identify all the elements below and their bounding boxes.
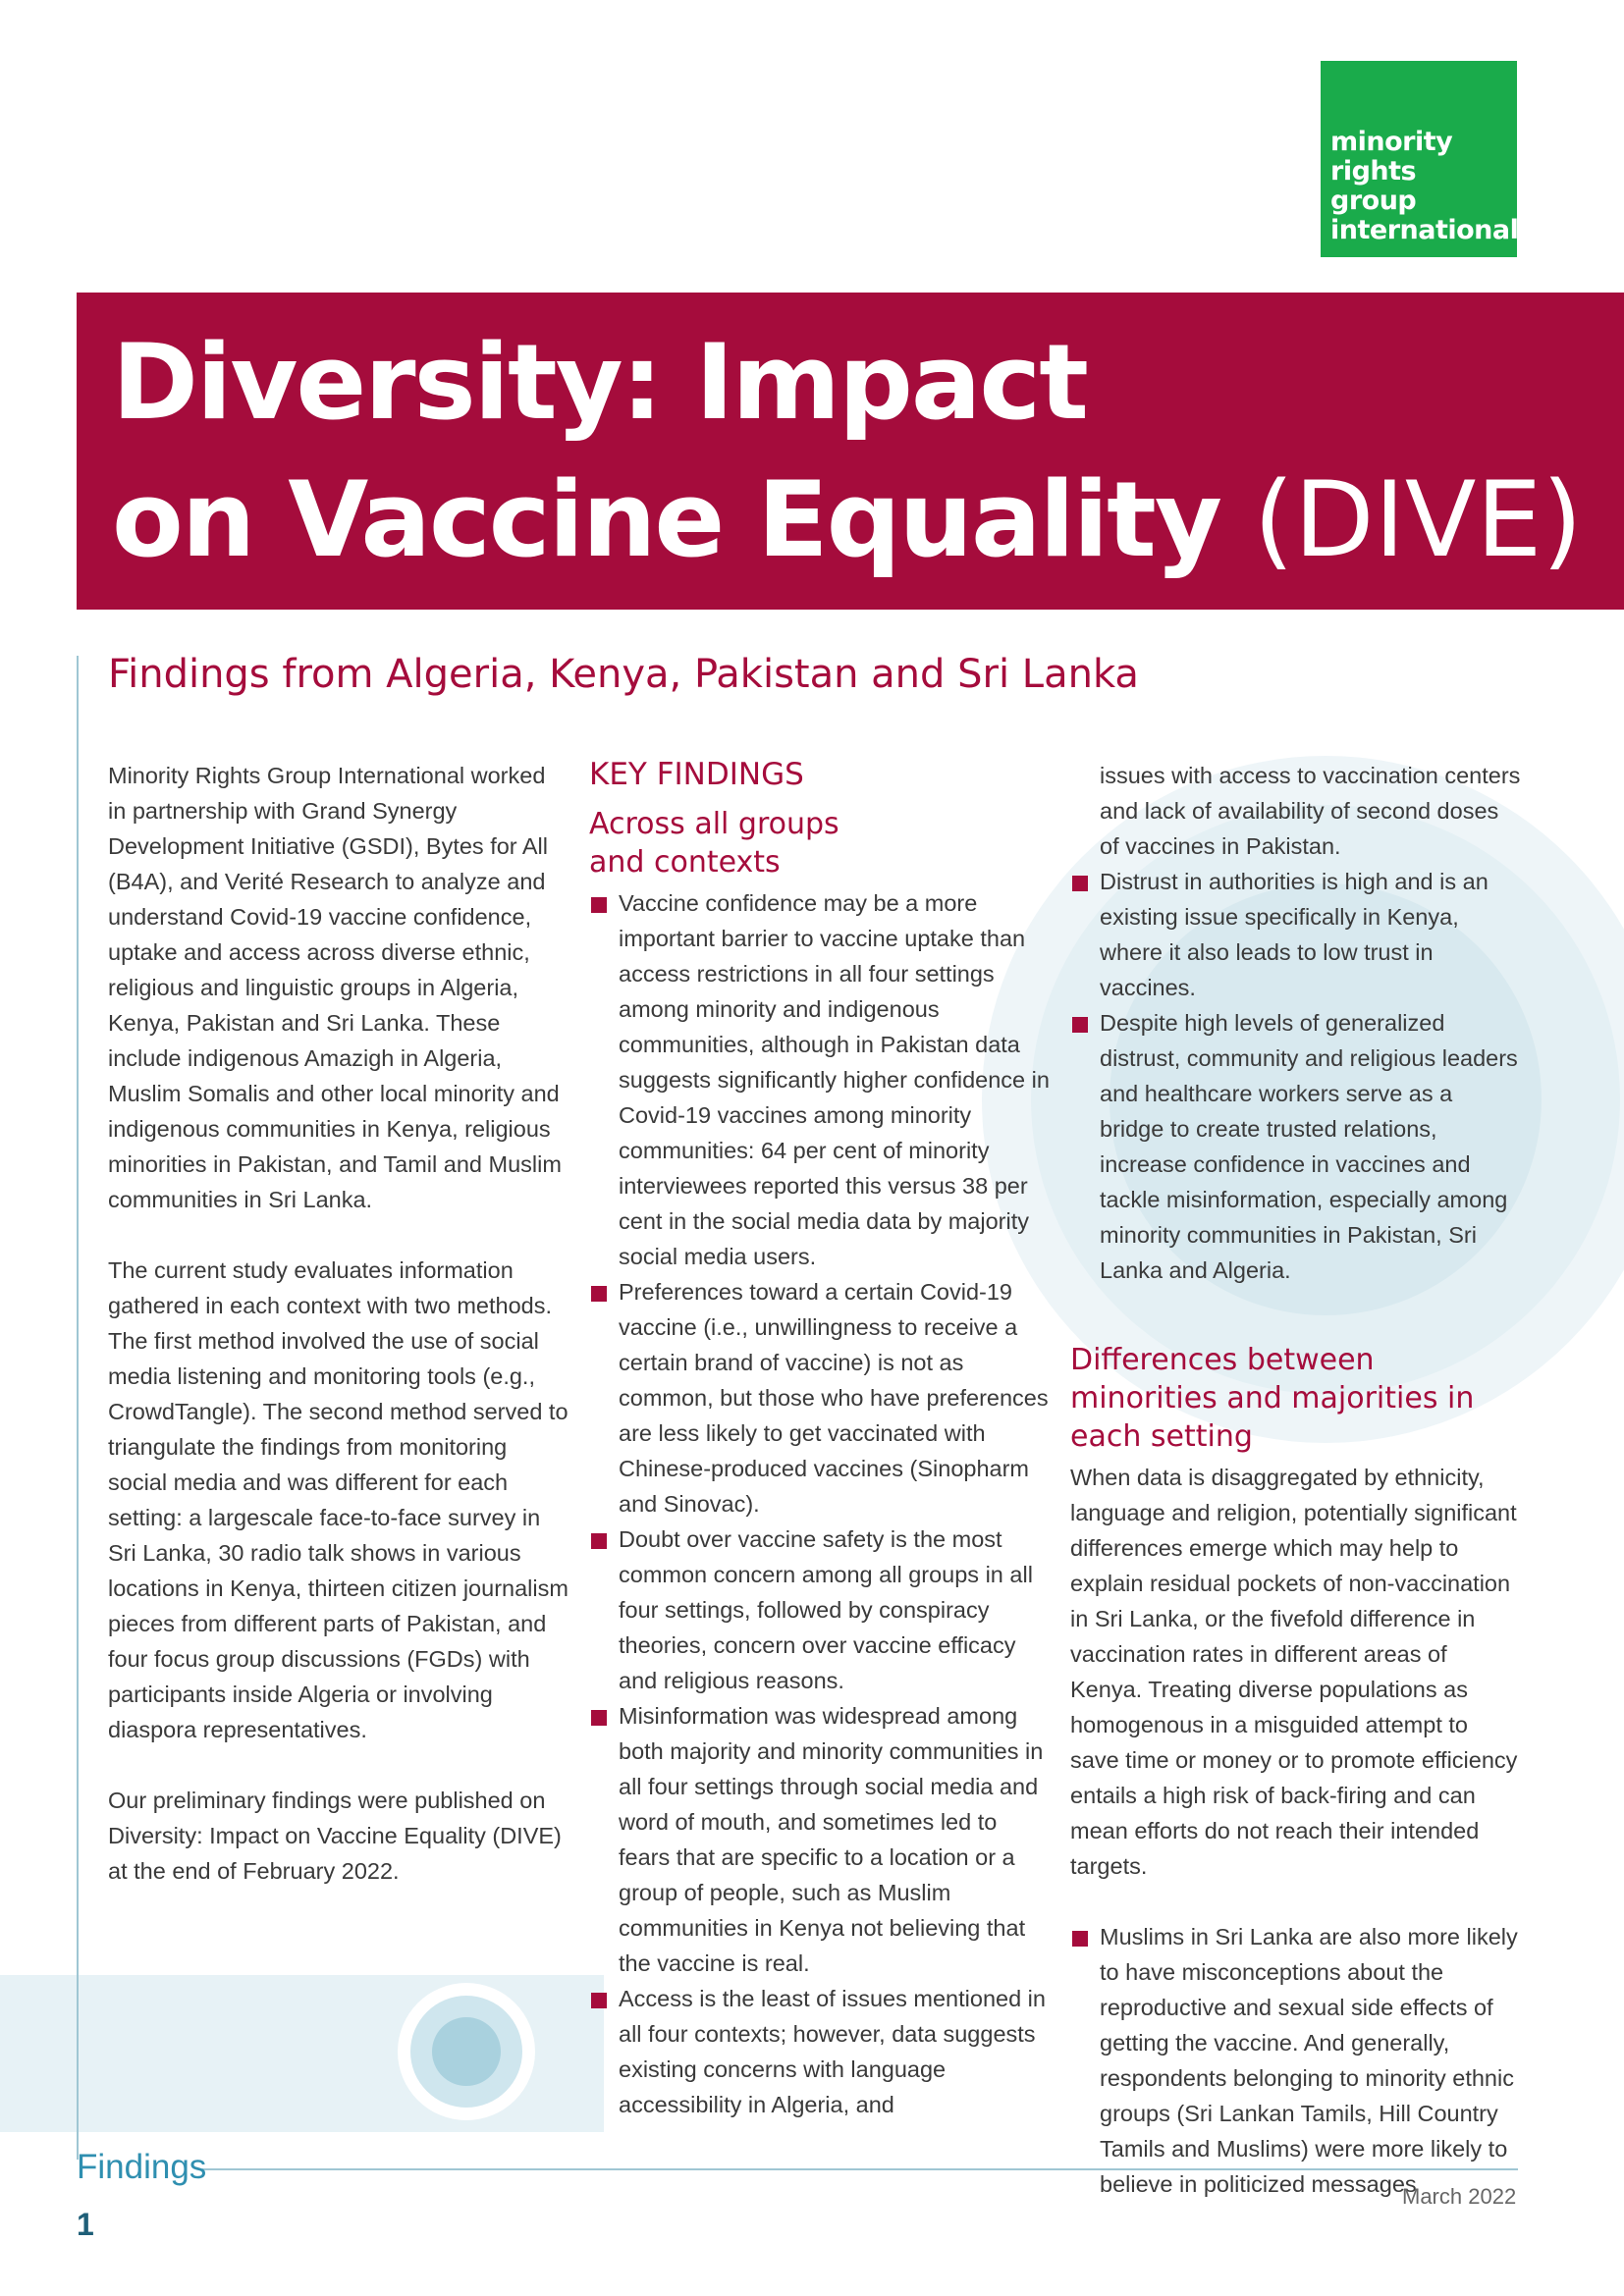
section-heading-all-groups: Across all groups and contexts (589, 807, 839, 880)
logo-line: group (1330, 186, 1417, 216)
intro-column (108, 758, 569, 1889)
findings-list (1070, 1919, 1522, 2202)
intro-paragraph: Minority Rights Group International worked in partnership with Grand Synergy Development Initiative (GSDI), Bytes for All (B4A), and Verité Research to analyze and understand Covid-19 vaccine confidence, uptake and access across diverse ethnic, religious and linguistic groups in Algeria, Kenya, Pakistan and Sri Lanka. These include indigenous Amazigh in Algeria, Muslim Somalis and other local minority and indigenous communities in Kenya, religious minorities in Pakistan, and Tamil and Muslim communities in Sri Lanka. (108, 763, 562, 1212)
footer-rule (202, 2168, 1518, 2170)
title-banner (77, 293, 1624, 610)
mrg-logo (1321, 61, 1517, 257)
page-subtitle: Findings from Algeria, Kenya, Pakistan and Sri Lanka (108, 652, 1139, 697)
spacer (1070, 1884, 1522, 1919)
list-item: Vaccine confidence may be a more important barrier to vaccine uptake than access restrictions in all four settings among minority and indigenous communities, although in Pakistan data suggests significantly higher confidence in Covid-19 vaccines among minority communities: 64 per cent of minority interviewees reported this versus 38 per cent in the social media data by majority social media users. (589, 885, 1051, 1274)
title-acronym: (DIVE) (1219, 459, 1583, 580)
key-findings-heading: KEY FINDINGS (589, 757, 804, 792)
title-line-1: Diversity: Impact (112, 322, 1087, 443)
footer-section-label: Findings (77, 2148, 207, 2186)
list-item: Muslims in Sri Lanka are also more likely to have misconceptions about the reproductive and sexual side effects of getting the vaccine. And generally, respondents belonging to minority ethnic groups (Sri Lankan Tamils, Hill Country Tamils and Muslims) were more likely to believe in politicized messages (1070, 1919, 1522, 2202)
findings-continued-column (1070, 758, 1522, 2202)
title-line-2 (112, 452, 1624, 589)
left-rule (77, 656, 79, 2160)
differences-paragraph: When data is disaggregated by ethnicity, language and religion, potentially significant differences emerge which may help to explain residual pockets of non-vaccination in Sri Lanka, or the fivefold difference in vaccination rates in different areas of Kenya. Treating diverse populations as homogenous in a misguided attempt to save time or money or to promote efficiency entails a high risk of back-firing and can mean efforts do not reach their intended targets. (1070, 1465, 1518, 1879)
logo-line: rights (1330, 156, 1417, 187)
list-item: Misinformation was widespread among both majority and minority communities in all four settings through social media and word of mouth, and sometimes led to fears that are specific to a location or a group of people, such as Muslim communities in Kenya not believing that the vaccine is real. (589, 1698, 1051, 1981)
intro-paragraph: Our preliminary findings were published on Diversity: Impact on Vaccine Equality (DIVE) at the end of February 2022. (108, 1788, 562, 1884)
key-findings-column (589, 754, 1051, 2122)
list-item: Despite high levels of generalized distrust, community and religious leaders and healthcare workers serve as a bridge to create trusted relations, increase confidence in vaccines and tackle misinformation, especially among minority communities in Pakistan, Sri Lanka and Algeria. (1070, 1005, 1522, 1288)
intro-paragraph: The current study evaluates information gathered in each context with two methods. The first method involved the use of social media listening and monitoring tools (e.g., CrowdTangle). The second method served to triangulate the findings from monitoring social media and was different for each setting: a largescale face-to-face survey in Sri Lanka, 30 radio talk shows in various locations in Kenya, thirteen citizen journalism pieces from different parts of Pakistan, and four focus group discussions (FGDs) with participants inside Algeria or involving diaspora representatives. (108, 1257, 568, 1742)
findings-list (589, 885, 1051, 2122)
list-item: Distrust in authorities is high and is an existing issue specifically in Kenya, where it also leads to low trust in vaccines. (1070, 864, 1522, 1005)
logo-line: minority (1330, 127, 1453, 157)
footer-date: March 2022 (1402, 2184, 1517, 2209)
continued-text: issues with access to vaccination centers and lack of availability of second doses of vaccines in Pakistan. (1100, 763, 1521, 859)
list-item: Access is the least of issues mentioned in all four contexts; however, data suggests existing concerns with language accessibility in Algeria, and (589, 1981, 1051, 2122)
title-line-2-text: on Vaccine Equality (112, 459, 1220, 580)
list-item: Preferences toward a certain Covid-19 vaccine (i.e., unwillingness to receive a certain brand of vaccine) is not as common, but those who have preferences are less likely to get vaccinated with Chinese-produced vaccines (Sinopharm and Sinovac). (589, 1274, 1051, 1522)
page-number: 1 (77, 2207, 94, 2242)
list-item: Doubt over vaccine safety is the most common concern among all groups in all four settings, followed by conspiracy theories, concern over vaccine efficacy and religious reasons. (589, 1522, 1051, 1698)
decorative-circle (432, 2017, 501, 2086)
logo-line: international (1330, 215, 1519, 245)
section-heading-differences: Differences between minorities and majorities in each setting (1070, 1343, 1475, 1454)
findings-list (1070, 864, 1522, 1288)
